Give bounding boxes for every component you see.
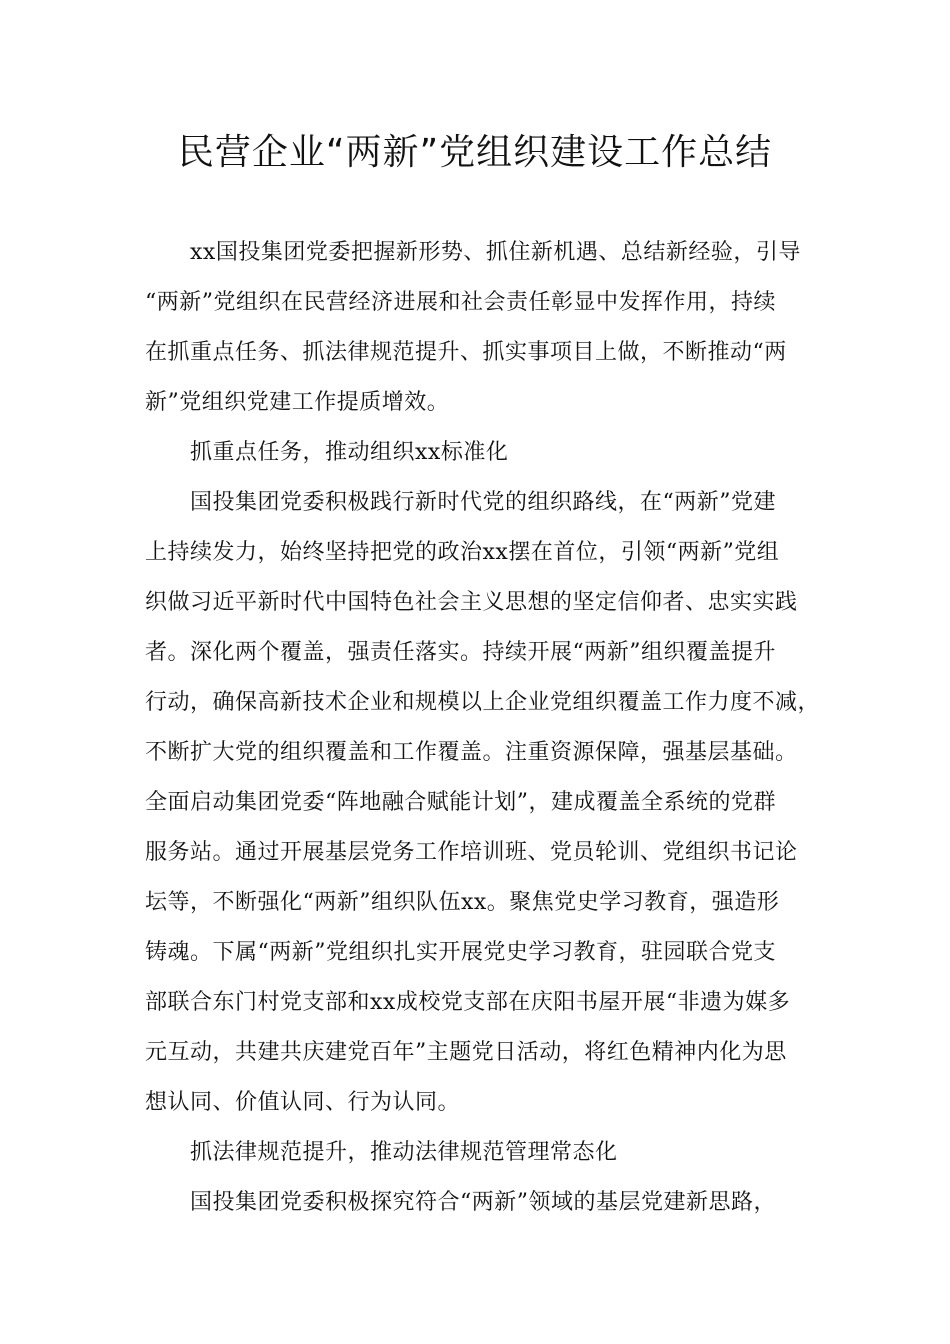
body-text-line: 想认同、价值认同、行为认同。 — [145, 1090, 461, 1115]
body-text-line: 不断扩大党的组织覆盖和工作覆盖。注重资源保障，强基层基础。 — [145, 740, 798, 765]
document-body — [145, 228, 825, 1228]
body-text-line: xx国投集团党委把握新形势、抓住新机遇、总结新经验，引导 — [190, 240, 801, 265]
body-text-line: 者。深化两个覆盖，强责任落实。持续开展“两新”组织覆盖提升 — [145, 640, 776, 665]
body-text-line: 服务站。通过开展基层党务工作培训班、党员轮训、党组织书记论 — [145, 840, 798, 865]
body-text-line: 在抓重点任务、抓法律规范提升、抓实事项目上做，不断推动“两 — [145, 340, 787, 365]
body-text-line: 坛等，不断强化“两新”组织队伍xx。聚焦党史学习教育，强造形 — [145, 890, 780, 915]
body-text-line: 铸魂。下属“两新”党组织扎实开展党史学习教育，驻园联合党支 — [145, 940, 776, 965]
body-text-line: 元互动，共建共庆建党百年”主题党日活动，将红色精神内化为思 — [145, 1040, 787, 1065]
body-text-line: 全面启动集团党委“阵地融合赋能计划”，建成覆盖全系统的党群 — [145, 790, 776, 815]
body-text-line: 抓法律规范提升，推动法律规范管理常态化 — [190, 1140, 618, 1165]
body-text-line: 国投集团党委积极探究符合“两新”领域的基层党建新思路， — [190, 1190, 776, 1215]
body-text-line: “两新”党组织在民营经济进展和社会责任彰显中发挥作用，持续 — [145, 290, 776, 315]
body-text-line: 部联合东门村党支部和xx成校党支部在庆阳书屋开展“非遗为媒多 — [145, 990, 791, 1015]
body-text-line: 行动，确保高新技术企业和规模以上企业党组织覆盖工作力度不减， — [145, 690, 821, 715]
body-text-line: 国投集团党委积极践行新时代党的组织路线，在“两新”党建 — [190, 490, 776, 515]
document-title: 民营企业“两新”党组织建设工作总结 — [177, 132, 773, 173]
body-text-line: 上持续发力，始终坚持把党的政治xx摆在首位，引领“两新”党组 — [145, 540, 780, 565]
body-text-line: 抓重点任务，推动组织xx标准化 — [190, 440, 509, 465]
body-text-line: 新”党组织党建工作提质增效。 — [145, 390, 450, 415]
body-text-line: 织做习近平新时代中国特色社会主义思想的坚定信仰者、忠实实践 — [145, 590, 798, 615]
